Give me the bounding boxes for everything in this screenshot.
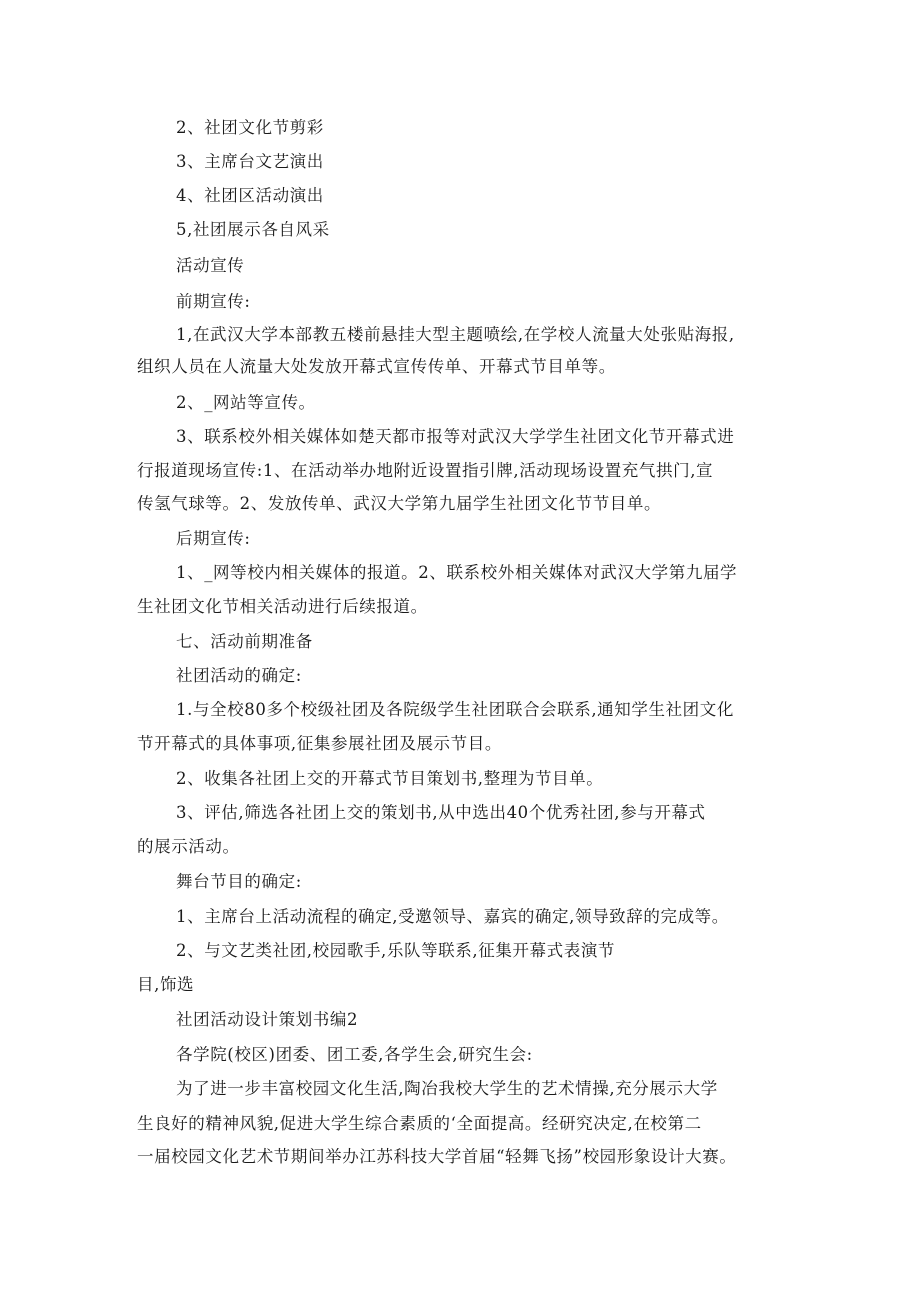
- text-line: 5,社团展示各自风采: [176, 220, 330, 239]
- text-line: 4、社团区活动演出: [176, 186, 324, 205]
- text-line: 1、主席台上活动流程的确定,受邀领导、嘉宾的确定,领导致辞的完成等。: [176, 907, 729, 926]
- text-line: 组织人员在人流量大处发放开幕式宣传传单、开幕式节目单等。: [137, 357, 616, 376]
- section-heading: 七、活动前期准备: [176, 632, 313, 651]
- text-line: 2、社团文化节剪彩: [176, 118, 324, 137]
- text-line: 的展示活动。: [137, 837, 240, 856]
- text-line: 传氢气球等。2、发放传单、武汉大学第九届学生社团文化节节目单。: [137, 494, 662, 513]
- text-line: 行报道现场宣传:1、在活动举办地附近设置指引牌,活动现场设置充气拱门,宣: [137, 461, 714, 480]
- text-line: 为了进一步丰富校园文化生活,陶冶我校大学生的艺术情操,充分展示大学: [176, 1079, 718, 1098]
- text-line: 3、主席台文艺演出: [176, 152, 324, 171]
- section-heading: 社团活动设计策划书编2: [176, 1010, 359, 1029]
- text-line: 3、评估,筛选各社团上交的策划书,从中选出40个优秀社团,参与开幕式: [176, 803, 706, 822]
- subsection-heading: 社团活动的确定:: [176, 666, 302, 685]
- text-line: 2、_网站等宣传。: [176, 393, 316, 412]
- subsection-heading: 舞台节目的确定:: [176, 872, 302, 891]
- text-line: 1.与全校80多个校级社团及各院级学生社团联合会联系,通知学生社团文化: [176, 700, 734, 719]
- text-line: 一届校园文化艺术节期间举办江苏科技大学首届“轻舞飞扬”校园形象设计大赛。: [137, 1147, 737, 1166]
- text-line: 2、与文艺类社团,校园歌手,乐队等联系,征集开幕式表演节: [176, 941, 616, 960]
- subsection-heading: 前期宣传:: [176, 292, 251, 311]
- text-line: 节开幕式的具体事项,征集参展社团及展示节目。: [137, 734, 502, 753]
- text-line: 生社团文化节相关活动进行后续报道。: [137, 597, 428, 616]
- text-line: 各学院(校区)团委、团工委,各学生会,研究生会:: [176, 1045, 533, 1064]
- text-line: 1,在武汉大学本部教五楼前悬挂大型主题喷绘,在学校人流量大处张贴海报,: [176, 325, 735, 344]
- text-line: 2、收集各社团上交的开幕式节目策划书,整理为节目单。: [176, 769, 604, 788]
- subsection-heading: 后期宣传:: [176, 529, 251, 548]
- text-line: 目,饰选: [137, 975, 195, 994]
- text-line: 3、联系校外相关媒体如楚天都市报等对武汉大学学生社团文化节开幕式进: [176, 427, 735, 446]
- section-heading: 活动宣传: [176, 256, 245, 275]
- text-line: 1、_网等校内相关媒体的报道。2、联系校外相关媒体对武汉大学第九届学: [176, 563, 738, 582]
- text-line: 生良好的精神风貌,促进大学生综合素质的‘全面提高。经研究决定,在校第二: [137, 1114, 702, 1133]
